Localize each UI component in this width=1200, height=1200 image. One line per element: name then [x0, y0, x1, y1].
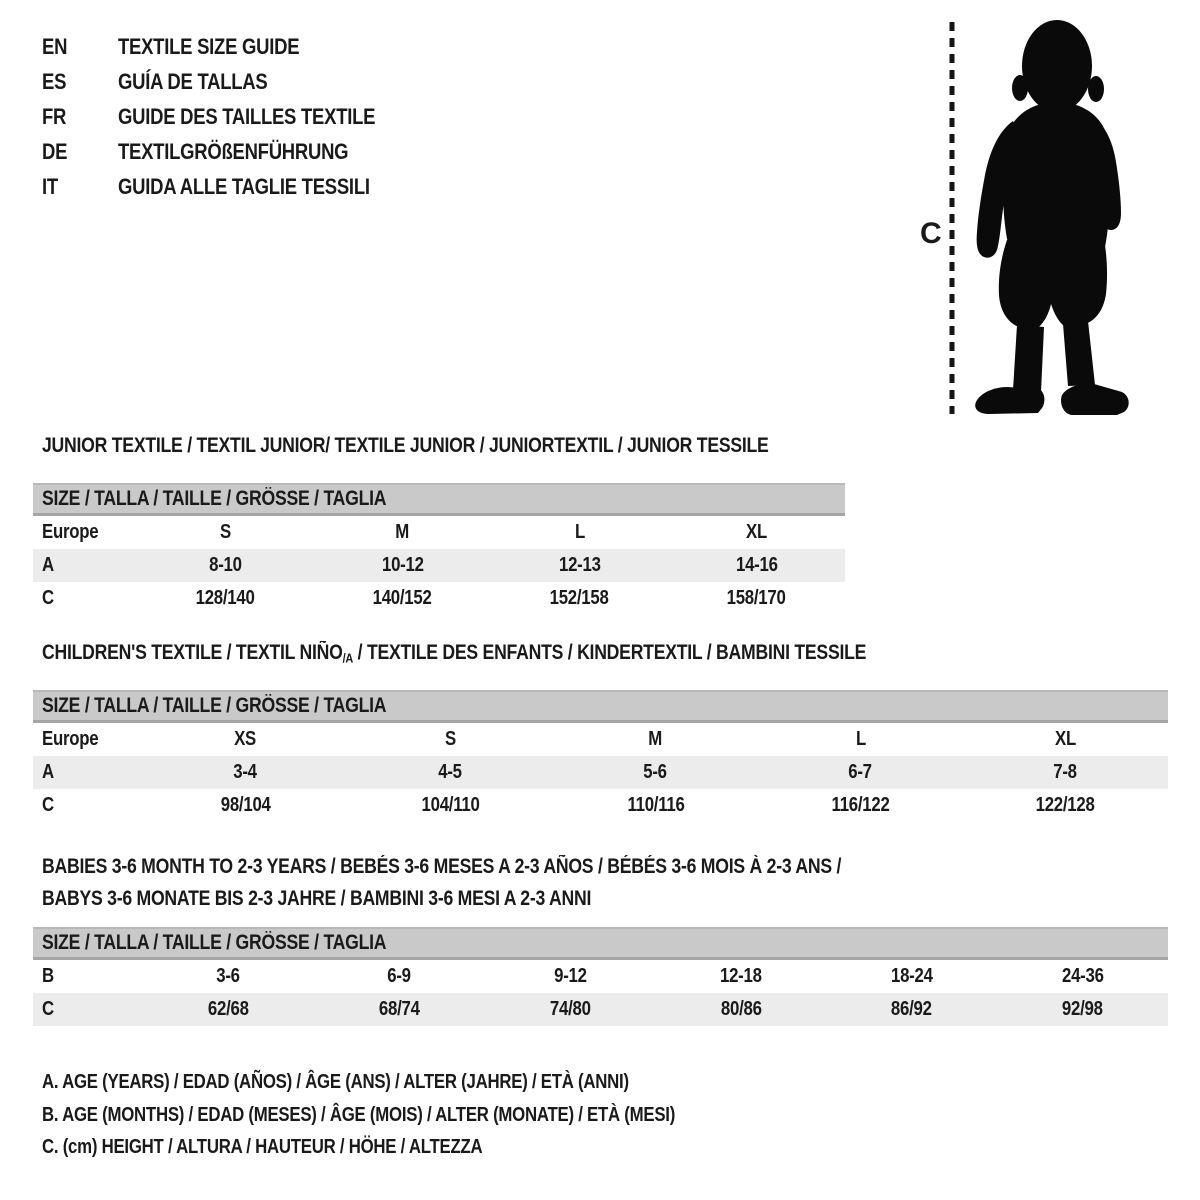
language-row-es [42, 64, 424, 99]
table-cell: 14-16 [735, 554, 778, 576]
table-cell: 128/140 [196, 587, 255, 609]
babies-section-title [42, 851, 993, 915]
babies-size-table [33, 927, 1168, 1026]
table-cell: 86/92 [891, 998, 933, 1020]
language-label: GUIDE DES TAILLES TEXTILE [118, 103, 376, 129]
table-cell: 8-10 [209, 554, 242, 576]
silhouette-leg-left [1013, 325, 1044, 392]
table-header-row [33, 484, 845, 515]
table-cell: 6-9 [387, 965, 412, 987]
baby-figure [910, 10, 1150, 420]
size-header-bar: SIZE / TALLA / TAILLE / GRÖSSE / TAGLIA [33, 484, 845, 515]
children-table-wrap [33, 690, 1168, 822]
row-label-cell: C [42, 998, 54, 1020]
row-label-cell: C [42, 794, 54, 816]
table-cell: 122/128 [1036, 794, 1095, 816]
size-col-header: S [220, 521, 231, 543]
region-label-cell: Europe [42, 728, 99, 750]
size-col-header: L [574, 521, 585, 543]
table-cell: 98/104 [220, 794, 271, 816]
language-label: TEXTILE SIZE GUIDE [118, 33, 300, 59]
height-measure-label: C [920, 217, 942, 250]
baby-silhouette [975, 20, 1128, 415]
height-row [33, 582, 845, 615]
table-cell: 92/98 [1062, 998, 1103, 1020]
junior-table-wrap [33, 483, 845, 615]
table-cell: 110/116 [626, 794, 685, 816]
language-label: TEXTILGRÖßENFÜHRUNG [118, 138, 349, 164]
silhouette-ear-right [1088, 76, 1104, 102]
row-label-cell: A [42, 554, 54, 576]
size-col-header: XL [1055, 728, 1076, 750]
region-row [33, 515, 845, 550]
junior-size-table [33, 483, 845, 615]
language-label: GUIDA ALLE TAGLIE TESSILI [118, 173, 370, 199]
language-row-it [42, 169, 424, 204]
size-header-bar: SIZE / TALLA / TAILLE / GRÖSSE / TAGLIA [33, 928, 1168, 959]
legend [42, 1066, 796, 1164]
language-row-en [42, 29, 424, 64]
language-row-fr [42, 99, 424, 134]
table-cell: 24-36 [1061, 965, 1104, 987]
table-cell: 6-7 [848, 761, 873, 783]
silhouette-shorts [999, 239, 1107, 327]
age-months-row [33, 959, 1168, 994]
size-col-header: L [855, 728, 866, 750]
legend-line-height: C. (cm) HEIGHT / ALTURA / HAUTEUR / HÖHE / ALTEZZA [42, 1136, 483, 1158]
babies-table-wrap [33, 927, 1168, 1026]
table-cell: 12-13 [558, 554, 601, 576]
silhouette-head [1022, 20, 1092, 112]
language-code: ES [42, 68, 67, 94]
size-col-header: M [648, 728, 663, 750]
table-cell: 140/152 [373, 587, 432, 609]
legend-line-age-years: A. AGE (YEARS) / EDAD (AÑOS) / ÂGE (ANS) / ALTER (JAHRE) / ETÀ (ANNI) [42, 1071, 629, 1093]
table-header-row [33, 928, 1168, 959]
title-subscript: /A [342, 650, 354, 666]
size-header-bar: SIZE / TALLA / TAILLE / GRÖSSE / TAGLIA [33, 691, 1168, 722]
size-col-header: M [395, 521, 410, 543]
height-row [33, 789, 1168, 822]
babies-title-line2: BABYS 3-6 MONATE BIS 2-3 JAHRE / BAMBINI 3-6 MESI A 2-3 ANNI [42, 887, 592, 910]
language-code: DE [42, 138, 68, 164]
size-col-header: XS [234, 728, 257, 750]
language-code: FR [42, 103, 67, 129]
table-cell: 7-8 [1053, 761, 1078, 783]
children-size-table [33, 690, 1168, 822]
legend-line-age-months: B. AGE (MONTHS) / EDAD (MESES) / ÂGE (MOIS) / ALTER (MONATE) / ETÀ (MESI) [42, 1103, 676, 1126]
table-cell: 152/158 [550, 587, 609, 609]
language-code: EN [42, 33, 68, 59]
table-cell: 18-24 [890, 965, 933, 987]
table-cell: 3-4 [233, 761, 258, 783]
table-cell: 158/170 [727, 587, 786, 609]
language-row-de [42, 134, 424, 169]
table-cell: 62/68 [208, 998, 249, 1020]
baby-silhouette-svg [910, 10, 1150, 420]
table-cell: 10-12 [381, 554, 424, 576]
table-cell: 116/122 [831, 794, 890, 816]
table-cell: 68/74 [378, 998, 420, 1020]
table-cell: 4-5 [438, 761, 463, 783]
language-label: GUÍA DE TALLAS [118, 68, 268, 94]
language-list [42, 29, 424, 204]
age-years-row [33, 549, 845, 582]
junior-section-title: JUNIOR TEXTILE / TEXTIL JUNIOR/ TEXTILE JUNIOR / JUNIORTEXTIL / JUNIOR TESSILE [42, 434, 769, 457]
table-cell: 104/110 [421, 794, 480, 816]
row-label-cell: C [42, 587, 54, 609]
table-cell: 5-6 [643, 761, 668, 783]
size-col-header: S [445, 728, 456, 750]
table-cell: 9-12 [553, 965, 587, 987]
size-col-header: XL [746, 521, 767, 543]
table-cell: 80/86 [720, 998, 762, 1020]
row-label-cell: B [42, 965, 54, 987]
children-section-title: CHILDREN'S TEXTILE / TEXTIL NIÑO/A / TEXTILE DES ENFANTS / KINDERTEXTIL / BAMBINI TESSILE [42, 641, 867, 666]
region-row [33, 722, 1168, 757]
silhouette-ear-left [1012, 75, 1028, 101]
table-header-row [33, 691, 1168, 722]
region-label-cell: Europe [42, 521, 99, 543]
babies-title-line1: BABIES 3-6 MONTH TO 2-3 YEARS / BEBÉS 3-6 MESES A 2-3 AÑOS / BÉBÉS 3-6 MOIS À 2-3 ANS / [42, 855, 842, 878]
silhouette-foot-left [975, 387, 1044, 414]
table-cell: 74/80 [549, 998, 591, 1020]
table-cell: 3-6 [216, 965, 241, 987]
row-label-cell: A [42, 761, 54, 783]
age-years-row [33, 756, 1168, 789]
height-row [33, 993, 1168, 1026]
silhouette-leg-right [1063, 321, 1095, 386]
language-code: IT [42, 173, 58, 199]
silhouette-foot-right [1061, 384, 1129, 415]
table-cell: 12-18 [720, 965, 762, 987]
